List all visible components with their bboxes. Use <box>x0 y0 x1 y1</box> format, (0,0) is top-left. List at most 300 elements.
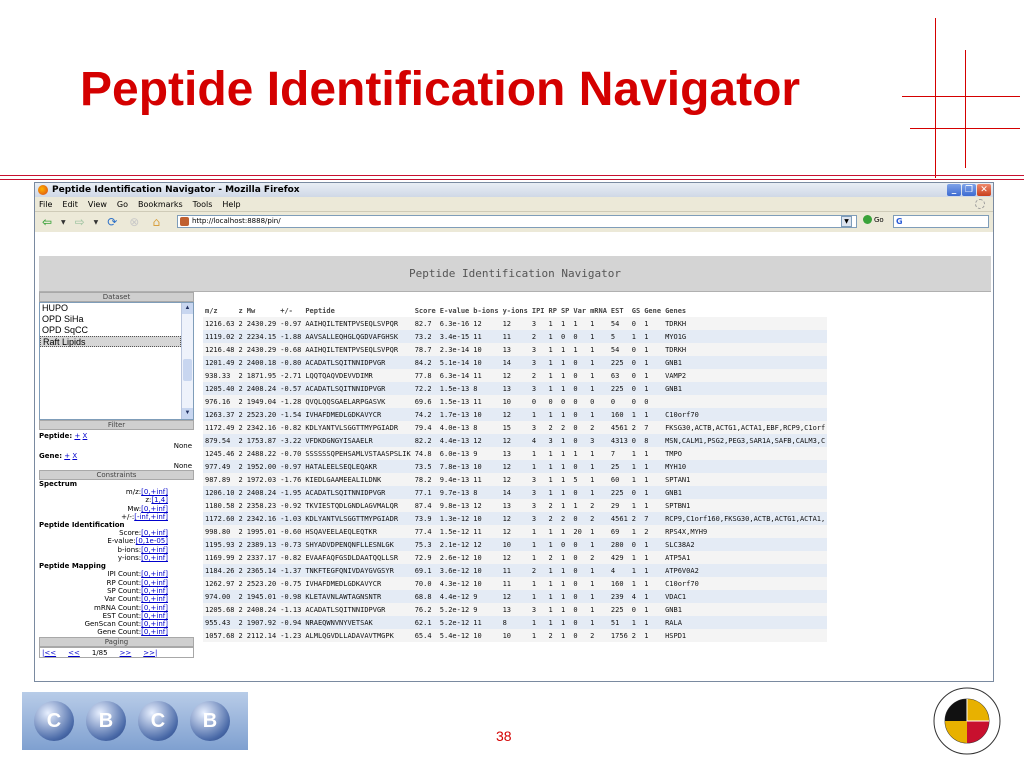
table-cell: 1 <box>630 525 642 538</box>
table-cell: 3 <box>530 343 547 356</box>
table-row[interactable] <box>203 486 827 499</box>
column-header[interactable]: GS <box>630 304 642 317</box>
table-cell: -0.82 <box>278 421 303 434</box>
table-cell: -1.88 <box>278 330 303 343</box>
table-row[interactable] <box>203 447 827 460</box>
table-cell: 2 <box>237 408 245 421</box>
constraint-row <box>39 546 194 554</box>
constraint-link[interactable]: [0,+inf] <box>141 504 168 513</box>
table-cell: 2 <box>237 395 245 408</box>
column-header[interactable]: z <box>237 304 245 317</box>
table-cell: 82.2 <box>413 434 438 447</box>
table-row[interactable] <box>203 577 827 590</box>
table-cell: 1 <box>547 408 559 421</box>
table-cell: 1.3e-12 <box>438 512 472 525</box>
menu-bookmarks[interactable]: Bookmarks <box>137 199 183 209</box>
menu-tools[interactable]: Tools <box>192 199 213 209</box>
table-cell: 3 <box>530 356 547 369</box>
table-cell: 1 <box>571 499 588 512</box>
site-icon <box>180 217 189 226</box>
url-input[interactable] <box>177 215 857 228</box>
table-cell: 1 <box>571 343 588 356</box>
table-cell: -1.76 <box>278 473 303 486</box>
table-cell: VDAC1 <box>663 590 827 603</box>
table-cell: RALA <box>663 616 827 629</box>
constraint-group-peptide-identification: Peptide Identification <box>39 521 125 530</box>
table-cell: 987.89 <box>203 473 237 486</box>
column-header[interactable]: E-value <box>438 304 472 317</box>
table-cell: 2 <box>237 551 245 564</box>
table-cell: 2389.13 <box>245 538 279 551</box>
table-cell: 1 <box>642 317 663 330</box>
table-row[interactable] <box>203 330 827 343</box>
table-cell: 9.8e-13 <box>438 499 472 512</box>
column-header[interactable]: Peptide <box>303 304 412 317</box>
constraint-group-peptide-mapping: Peptide Mapping <box>39 562 106 571</box>
table-row[interactable] <box>203 473 827 486</box>
table-row[interactable] <box>203 408 827 421</box>
table-cell: 1195.93 <box>203 538 237 551</box>
table-cell: 1169.99 <box>203 551 237 564</box>
table-cell: -0.92 <box>278 499 303 512</box>
table-cell: 2 <box>559 421 571 434</box>
table-cell: 4 <box>530 434 547 447</box>
table-row[interactable] <box>203 590 827 603</box>
paging-controls <box>39 647 194 658</box>
url-dropdown-button[interactable]: ▼ <box>841 216 852 227</box>
table-cell: 10 <box>471 551 500 564</box>
table-cell: 2 <box>237 330 245 343</box>
table-row[interactable] <box>203 343 827 356</box>
table-cell: 1 <box>547 473 559 486</box>
table-cell: NRAEQWNVNYVETSAK <box>303 616 412 629</box>
table-cell: 8 <box>471 486 500 499</box>
table-cell: 10 <box>471 356 500 369</box>
table-cell: 12 <box>501 473 530 486</box>
table-cell: 2523.20 <box>245 408 279 421</box>
menu-file[interactable]: File <box>39 199 53 209</box>
table-cell: 0 <box>588 395 609 408</box>
menu-view[interactable]: View <box>87 199 107 209</box>
table-cell: 11 <box>501 564 530 577</box>
table-cell: 15 <box>501 421 530 434</box>
table-cell: TNKFTEGFQNIVDAYGVGSYR <box>303 564 412 577</box>
table-cell: 2 <box>588 629 609 642</box>
table-row[interactable] <box>203 616 827 629</box>
table-cell: 1206.10 <box>203 486 237 499</box>
table-cell: 2 <box>237 434 245 447</box>
close-button[interactable]: ✕ <box>977 184 991 196</box>
table-row[interactable] <box>203 382 827 395</box>
table-cell: 1 <box>559 473 571 486</box>
table-cell: 1 <box>588 330 609 343</box>
go-button[interactable] <box>863 215 884 224</box>
constraint-link[interactable]: [-inf,+inf] <box>134 512 168 521</box>
table-header-row <box>203 304 827 317</box>
table-cell: 1 <box>588 616 609 629</box>
table-cell: 10 <box>501 629 530 642</box>
menu-help[interactable]: Help <box>222 199 241 209</box>
dataset-scrollbar[interactable] <box>181 303 193 419</box>
table-cell: 4.4e-12 <box>438 590 472 603</box>
table-cell: 1 <box>642 499 663 512</box>
table-cell: 1 <box>630 551 642 564</box>
table-cell: 1 <box>630 330 642 343</box>
table-cell: 1 <box>588 577 609 590</box>
table-cell: 1 <box>559 590 571 603</box>
table-row[interactable] <box>203 551 827 564</box>
table-cell: KLETAVNLAWTAGNSNTR <box>303 590 412 603</box>
table-cell: 1 <box>547 330 559 343</box>
table-cell: 13 <box>501 343 530 356</box>
table-cell: 69.1 <box>413 564 438 577</box>
table-cell: 2 <box>642 525 663 538</box>
table-cell: 429 <box>609 551 630 564</box>
table-cell: 4.4e-13 <box>438 434 472 447</box>
cbcb-logo-letter: B <box>190 701 230 741</box>
table-cell: 0 <box>571 382 588 395</box>
table-cell: SPTAN1 <box>663 473 827 486</box>
table-cell: 1 <box>530 577 547 590</box>
table-cell: 8 <box>471 382 500 395</box>
table-cell: 10 <box>471 577 500 590</box>
reload-icon[interactable]: ⟳ <box>107 215 118 229</box>
constraint-row <box>39 496 194 504</box>
table-cell: 1 <box>559 382 571 395</box>
page-content <box>35 232 994 682</box>
table-cell: 9.4e-13 <box>438 473 472 486</box>
constraint-row <box>39 612 194 620</box>
table-cell: 1972.03 <box>245 473 279 486</box>
table-row[interactable] <box>203 525 827 538</box>
column-header[interactable]: EST <box>609 304 630 317</box>
table-row[interactable] <box>203 317 827 330</box>
table-cell: 0 <box>630 356 642 369</box>
table-cell: 0 <box>571 512 588 525</box>
table-row[interactable] <box>203 538 827 551</box>
table-cell: 51 <box>609 616 630 629</box>
constraint-row <box>39 579 194 587</box>
dataset-option-raft-lipids[interactable]: Raft Lipids <box>40 336 181 347</box>
peptide-add-link[interactable]: + <box>74 432 81 440</box>
table-cell: -1.37 <box>278 564 303 577</box>
column-header[interactable]: Gene <box>642 304 663 317</box>
table-cell: 2 <box>547 499 559 512</box>
table-cell: 2408.24 <box>245 486 279 499</box>
table-cell: 0 <box>571 460 588 473</box>
table-row[interactable] <box>203 603 827 616</box>
table-row[interactable] <box>203 369 827 382</box>
table-cell: TDRKH <box>663 317 827 330</box>
table-cell: 12 <box>501 525 530 538</box>
gene-filter-value-row <box>39 462 194 470</box>
table-cell: 1 <box>547 590 559 603</box>
table-row[interactable] <box>203 395 827 408</box>
table-cell: 1 <box>559 369 571 382</box>
table-cell: 1871.95 <box>245 369 279 382</box>
table-row[interactable] <box>203 421 827 434</box>
table-cell: 2358.23 <box>245 499 279 512</box>
table-cell: 14 <box>501 486 530 499</box>
table-cell: 1 <box>630 616 642 629</box>
table-cell: 73.5 <box>413 460 438 473</box>
constraint-group-spectrum: Spectrum <box>39 480 78 488</box>
table-cell: 9 <box>471 603 500 616</box>
table-cell: 5 <box>609 330 630 343</box>
table-cell: 11 <box>471 369 500 382</box>
table-cell: 4 <box>630 590 642 603</box>
table-cell: 11 <box>471 395 500 408</box>
first-page-link[interactable]: |<< <box>42 648 57 657</box>
window-titlebar <box>35 183 993 197</box>
table-cell: 1 <box>642 486 663 499</box>
column-header[interactable]: m/z <box>203 304 237 317</box>
menu-edit[interactable]: Edit <box>62 199 78 209</box>
gene-remove-link[interactable]: X <box>72 452 78 460</box>
table-cell: 1 <box>588 317 609 330</box>
constraint-label: m/z: <box>125 488 142 496</box>
column-header[interactable]: Mw <box>245 304 279 317</box>
table-cell: GNB1 <box>663 603 827 616</box>
constraint-label: Gene Count: <box>97 628 142 637</box>
table-cell: 0 <box>547 395 559 408</box>
table-cell: GNB1 <box>663 382 827 395</box>
constraint-link[interactable]: [0,+inf] <box>141 578 168 587</box>
table-cell: 0 <box>571 395 588 408</box>
table-cell: 2 <box>237 512 245 525</box>
table-cell: 1 <box>547 317 559 330</box>
column-header[interactable]: IPI <box>530 304 547 317</box>
table-cell: 1 <box>559 525 571 538</box>
table-cell: 1 <box>630 447 642 460</box>
table-cell: 12 <box>471 434 500 447</box>
table-cell: 79.4 <box>413 421 438 434</box>
table-cell: 73.9 <box>413 512 438 525</box>
table-cell: 0 <box>571 564 588 577</box>
table-cell: 2 <box>237 629 245 642</box>
table-cell: 74.8 <box>413 447 438 460</box>
table-row[interactable] <box>203 356 827 369</box>
table-cell: 1 <box>547 356 559 369</box>
constraint-link[interactable]: [0,+inf] <box>141 570 168 579</box>
table-cell: TDRKH <box>663 343 827 356</box>
table-cell: 1 <box>630 577 642 590</box>
page-number: 38 <box>496 728 512 744</box>
column-header[interactable]: y-ions <box>501 304 530 317</box>
dataset-option-opd-sqcc[interactable]: OPD SqCC <box>42 325 89 335</box>
table-cell: KDLYANTVLSGGTTMYPGIADR <box>303 512 412 525</box>
constraint-link[interactable]: [0,+inf] <box>141 603 168 612</box>
constraint-label: GenScan Count: <box>84 620 142 629</box>
table-cell: 2 <box>237 577 245 590</box>
table-cell: 1 <box>547 382 559 395</box>
table-cell: SHYADVDPENQNFLLESNLGK <box>303 538 412 551</box>
column-header[interactable]: Var <box>571 304 588 317</box>
constraint-link[interactable]: [0,+inf] <box>141 620 168 629</box>
table-cell: 1949.04 <box>245 395 279 408</box>
table-cell: 1262.97 <box>203 577 237 590</box>
table-cell: ACADATLSQITNNIDPVGR <box>303 356 412 369</box>
next-page-link[interactable]: >> <box>119 648 132 657</box>
table-cell: 12 <box>501 434 530 447</box>
table-cell: 11 <box>501 330 530 343</box>
scroll-thumb[interactable] <box>183 359 192 381</box>
decor-horizontal-line-2 <box>910 128 1020 129</box>
table-cell: 74.2 <box>413 408 438 421</box>
firefox-icon <box>38 185 48 195</box>
table-cell: 1 <box>559 603 571 616</box>
table-cell: 0 <box>609 395 630 408</box>
table-cell: 2 <box>237 590 245 603</box>
table-cell: EVAAFAQFGSDLDAATQQLLSR <box>303 551 412 564</box>
table-row[interactable] <box>203 629 827 642</box>
column-header[interactable]: Score <box>413 304 438 317</box>
table-cell: 62.1 <box>413 616 438 629</box>
table-cell: 12 <box>471 499 500 512</box>
prev-page-link[interactable]: << <box>68 648 80 657</box>
constraint-link[interactable]: [0,+inf] <box>141 488 168 496</box>
table-cell: ACADATLSQITNNIDPVGR <box>303 486 412 499</box>
table-cell: -0.70 <box>278 447 303 460</box>
table-cell: 160 <box>609 577 630 590</box>
search-input[interactable] <box>893 215 989 228</box>
table-cell: 78.2 <box>413 473 438 486</box>
cbcb-logo-letter: C <box>34 701 74 741</box>
table-cell: 1205.40 <box>203 382 237 395</box>
decor-horizontal-line-1 <box>902 96 1020 97</box>
constraint-link[interactable]: [0,+inf] <box>141 628 168 637</box>
table-cell: MYO1G <box>663 330 827 343</box>
back-arrow-icon[interactable]: ⇦ <box>41 215 53 229</box>
forward-dropdown-icon[interactable]: ▼ <box>93 218 99 226</box>
table-cell: 10 <box>471 512 500 525</box>
table-cell: 0 <box>571 616 588 629</box>
dataset-option-opd-siha[interactable]: OPD SiHa <box>42 314 84 324</box>
table-cell: 3 <box>530 473 547 486</box>
column-header[interactable]: RP <box>547 304 559 317</box>
table-cell: 1 <box>588 382 609 395</box>
table-cell: 3.4e-15 <box>438 330 472 343</box>
column-header[interactable]: +/- <box>278 304 303 317</box>
table-cell <box>663 395 827 408</box>
column-header[interactable]: Genes <box>663 304 827 317</box>
table-cell: QVQLQQSGAELARPGASVK <box>303 395 412 408</box>
table-cell: 280 <box>609 538 630 551</box>
table-cell: 8 <box>501 616 530 629</box>
divider-line <box>0 175 1024 176</box>
table-cell: 0 <box>571 551 588 564</box>
table-cell: 0 <box>630 434 642 447</box>
peptide-remove-link[interactable]: X <box>82 432 88 440</box>
table-cell: 2 <box>547 421 559 434</box>
table-cell: -0.75 <box>278 577 303 590</box>
constraint-link[interactable]: [1,4] <box>151 496 168 505</box>
table-cell: 1 <box>588 590 609 603</box>
table-cell: 0 <box>559 395 571 408</box>
back-dropdown-icon[interactable]: ▼ <box>61 218 66 226</box>
results-table-container <box>203 304 993 682</box>
table-row[interactable] <box>203 564 827 577</box>
table-row[interactable] <box>203 499 827 512</box>
constraint-link[interactable]: [0,+inf] <box>141 529 168 538</box>
minimize-button[interactable]: _ <box>947 184 961 196</box>
constraint-label: z: <box>145 496 152 505</box>
forward-arrow-icon[interactable]: ⇨ <box>74 215 85 229</box>
go-label: Go <box>874 215 884 224</box>
table-cell: 1 <box>547 447 559 460</box>
constraint-label: +/-: <box>121 512 135 521</box>
home-icon[interactable]: ⌂ <box>152 215 161 229</box>
stop-icon[interactable]: ⊗ <box>129 215 140 229</box>
table-cell: 1 <box>642 447 663 460</box>
table-cell: ACADATLSQITNNIDPVGR <box>303 603 412 616</box>
peptide-filter-row <box>39 430 194 442</box>
table-cell: 1 <box>559 564 571 577</box>
constraint-link[interactable]: [0,+inf] <box>141 554 168 563</box>
table-cell: 1 <box>559 460 571 473</box>
menu-go[interactable]: Go <box>116 199 128 209</box>
table-cell: GNB1 <box>663 486 827 499</box>
column-header[interactable]: SP <box>559 304 571 317</box>
gene-add-link[interactable]: + <box>64 452 71 460</box>
restore-button[interactable]: ❐ <box>962 184 976 196</box>
table-row[interactable] <box>203 434 827 447</box>
table-cell: 1 <box>630 473 642 486</box>
table-cell: 1 <box>642 408 663 421</box>
constraint-link[interactable]: [0,+inf] <box>141 611 168 620</box>
table-cell: 5 <box>571 473 588 486</box>
dataset-listbox[interactable] <box>39 302 194 420</box>
constraint-link[interactable]: [0,+inf] <box>141 545 168 554</box>
table-cell: 938.33 <box>203 369 237 382</box>
table-cell: 6.3e-16 <box>438 317 472 330</box>
constraint-row <box>39 587 194 595</box>
table-cell: 0 <box>571 330 588 343</box>
table-cell: 2337.17 <box>245 551 279 564</box>
table-cell: 20 <box>571 525 588 538</box>
constraint-link[interactable]: [0,+inf] <box>141 586 168 595</box>
table-cell: 8 <box>642 434 663 447</box>
table-cell: RPS4X,MYH9 <box>663 525 827 538</box>
table-cell: 1057.68 <box>203 629 237 642</box>
paging-section-header: Paging <box>39 637 194 647</box>
constraint-label: y-ions: <box>117 554 142 563</box>
scroll-down-icon[interactable]: ▼ <box>182 408 193 419</box>
table-cell: 1 <box>530 616 547 629</box>
table-cell: 1172.60 <box>203 512 237 525</box>
table-cell: 70.0 <box>413 577 438 590</box>
results-table <box>203 304 827 642</box>
scroll-up-icon[interactable]: ▲ <box>182 303 193 314</box>
table-row[interactable] <box>203 460 827 473</box>
constraint-link[interactable]: [0,1e-05] <box>135 537 168 546</box>
table-cell: 2 <box>237 616 245 629</box>
table-cell: 1 <box>530 629 547 642</box>
constraint-link[interactable]: [0,+inf] <box>141 595 168 604</box>
table-cell: 1 <box>547 538 559 551</box>
column-header[interactable]: b-ions <box>471 304 500 317</box>
table-cell: 1 <box>642 369 663 382</box>
navigation-toolbar <box>35 212 993 233</box>
column-header[interactable]: mRNA <box>588 304 609 317</box>
table-cell: VFDKDGNGYISAAELR <box>303 434 412 447</box>
constraint-row <box>39 620 194 628</box>
dataset-option-hupo[interactable]: HUPO <box>42 303 69 313</box>
table-row[interactable] <box>203 512 827 525</box>
table-cell: 974.00 <box>203 590 237 603</box>
table-cell: 2430.29 <box>245 317 279 330</box>
last-page-link[interactable]: >>| <box>143 648 158 657</box>
